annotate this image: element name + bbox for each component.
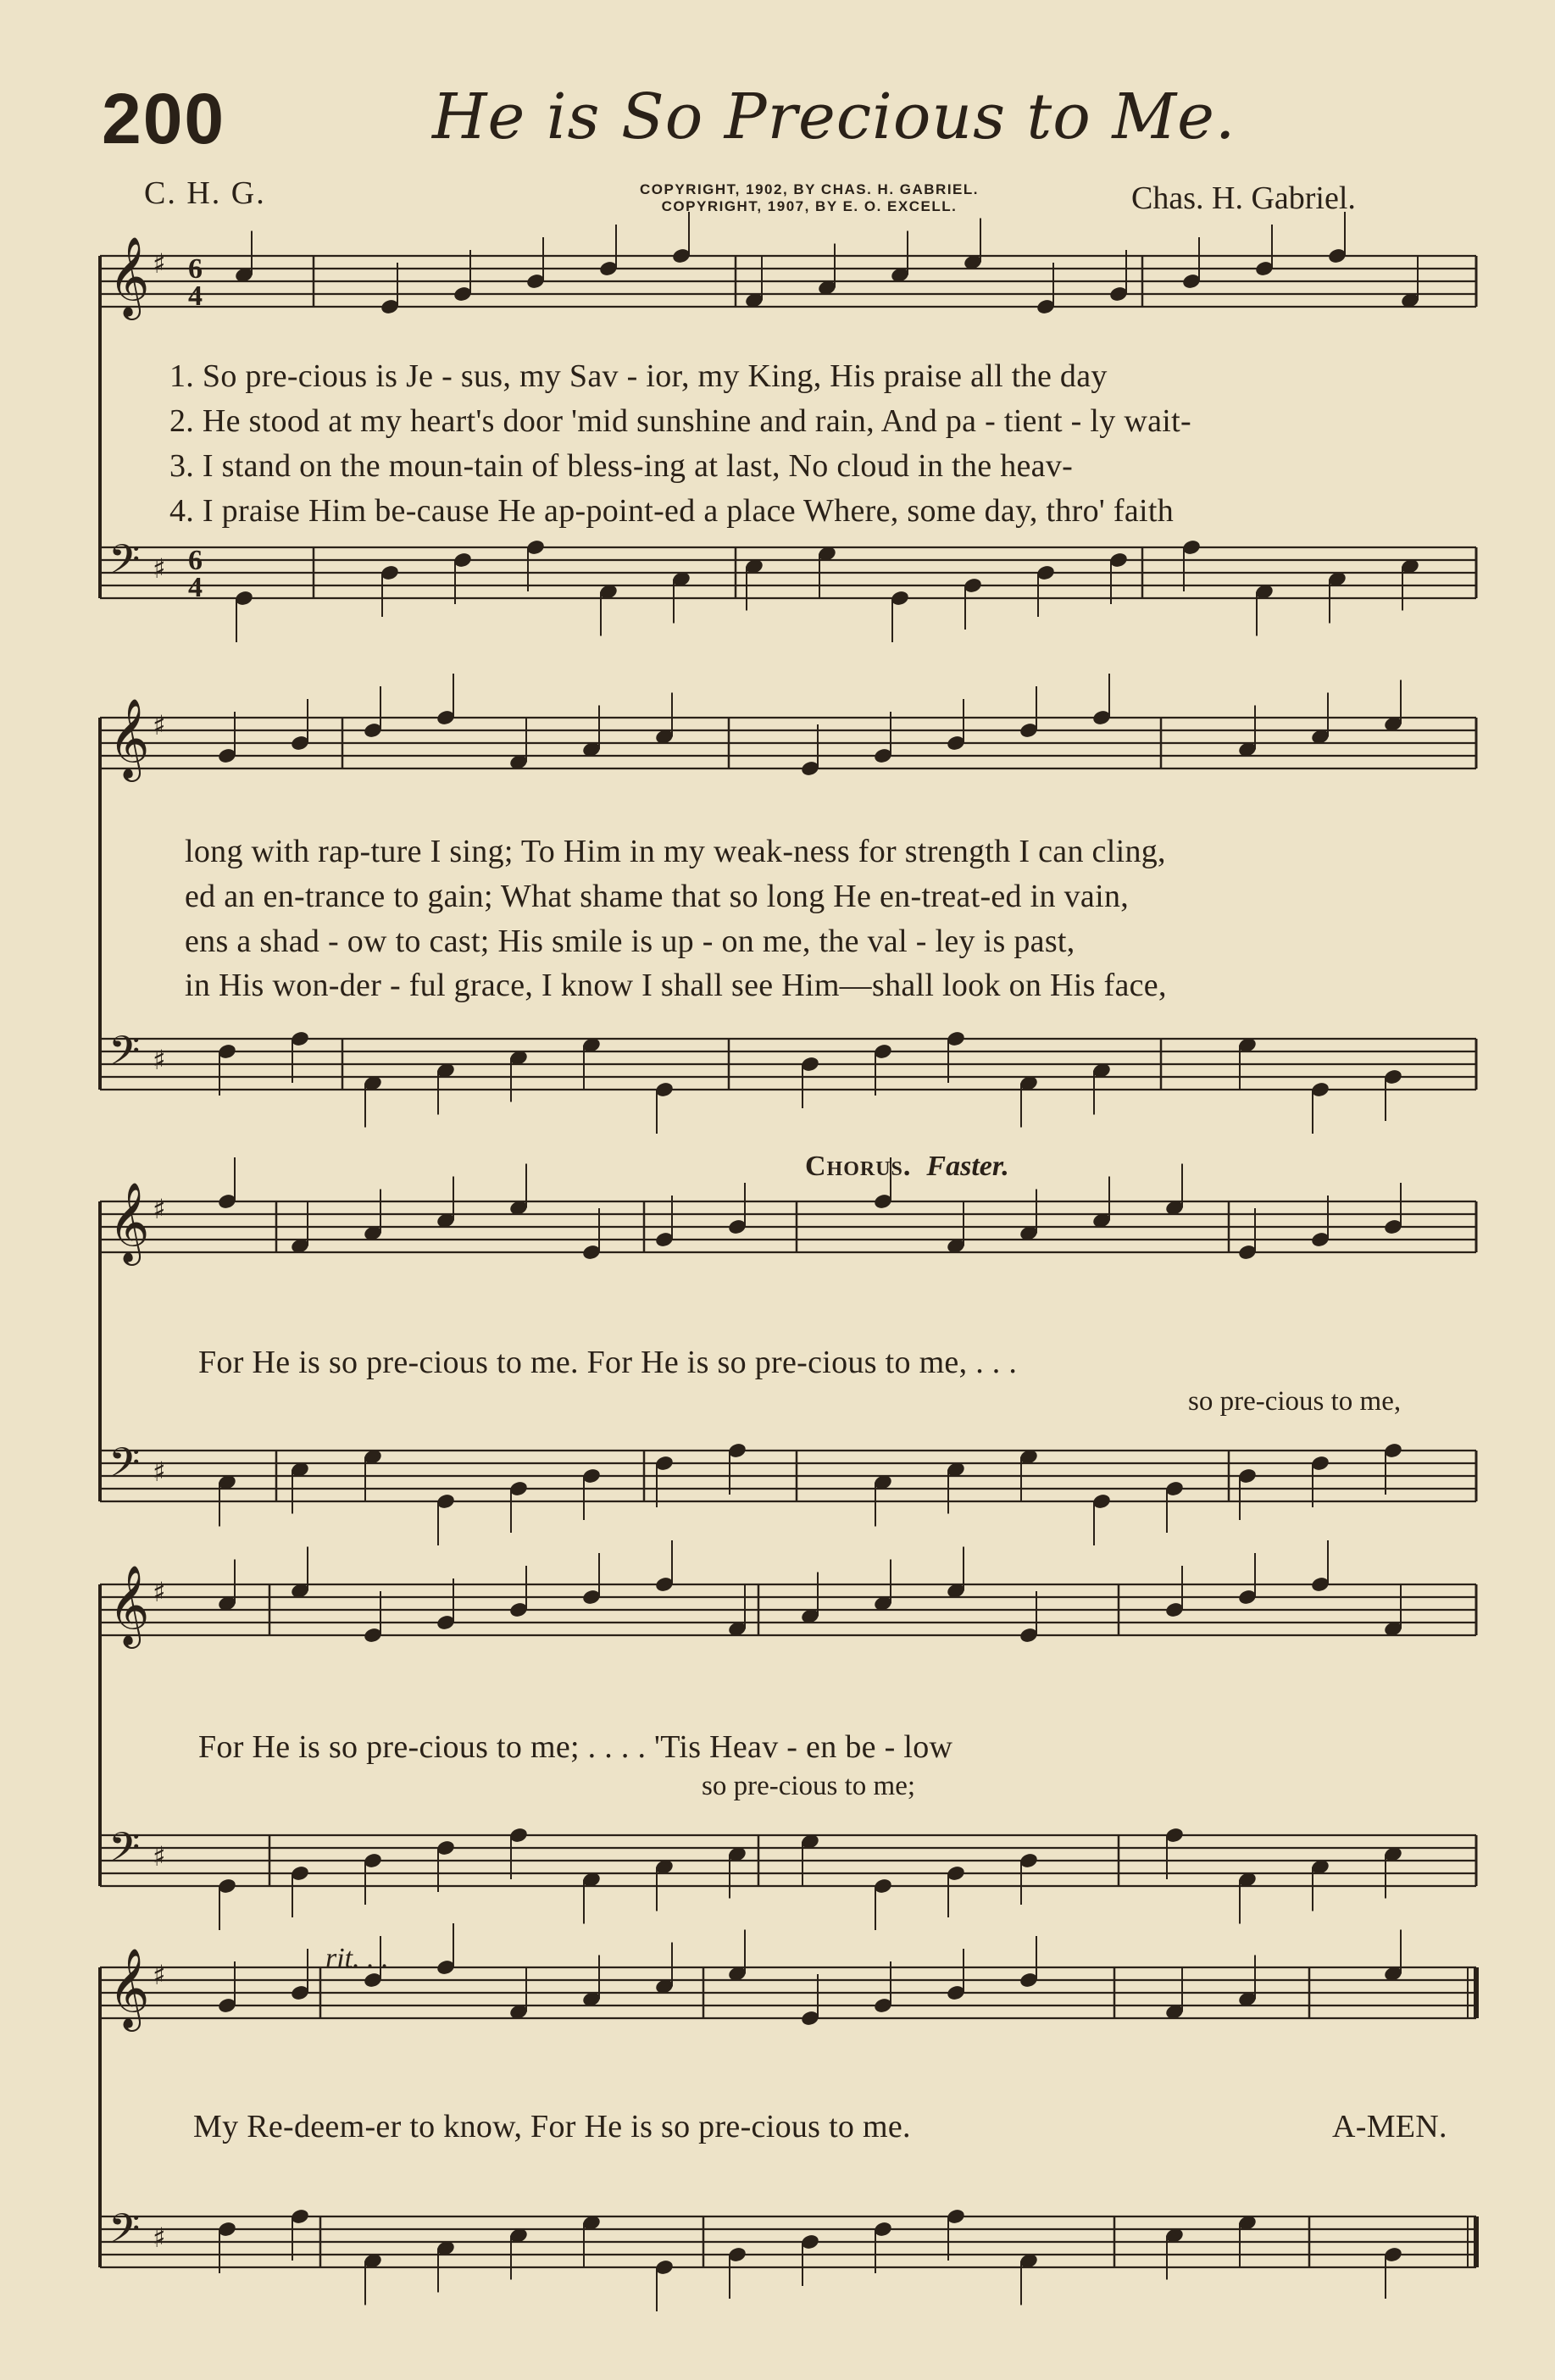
time-signature-treble: 4 [188,280,203,312]
chorus-lyric: My Re-deem-er to know, For He is so pre-cious to me. [193,2109,911,2144]
verse-3-line: ens a shad - ow to cast; His smile is up - on me, the val - ley is past, [185,924,1075,959]
hymn-number: 200 [102,79,226,158]
alto-echo-lyric: so pre-cious to me, [1188,1386,1402,1417]
copyright-line: COPYRIGHT, 1902, BY CHAS. H. GABRIEL. [640,181,979,197]
sharp-icon: ♯ [153,709,166,741]
sharp-icon: ♯ [153,1044,166,1076]
treble-clef-icon: 𝄞 [108,1948,150,2028]
bass-clef-icon: 𝄢 [108,2205,141,2262]
bass-clef-icon: 𝄢 [108,535,141,593]
words-attribution: C. H. G. [144,175,266,211]
copyright-line: COPYRIGHT, 1907, BY E. O. EXCELL. [661,198,958,214]
chorus-lyric: For He is so pre-cious to me; . . . . 'Tis Heav - en be - low [198,1729,953,1765]
sharp-icon: ♯ [153,247,166,280]
chorus-lyric: For He is so pre-cious to me. For He is so pre-cious to me, . . . [198,1345,1018,1380]
verse-3-line: 3. I stand on the moun-tain of bless-ing at last, No cloud in the heav- [169,448,1074,484]
verse-1-line: 1. So pre-cious is Je - sus, my Sav - ior, my King, His praise all the day [169,358,1108,394]
chorus-label: Chorus. [805,1151,912,1182]
treble-clef-icon: 𝄞 [108,698,150,779]
sharp-icon: ♯ [153,1193,166,1225]
verse-2-line: 2. He stood at my heart's door 'mid sunshine and rain, And pa - tient - ly wait- [169,403,1191,439]
verse-2-line: ed an en-trance to gain; What shame that so long He en-treat-ed in vain, [185,879,1130,914]
verse-1-line: long with rap-ture I sing; To Him in my weak-ness for strength I can cling, [185,834,1166,869]
sharp-icon: ♯ [153,2222,166,2254]
alto-echo-lyric: so pre-cious to me; [702,1771,916,1801]
bass-clef-icon: 𝄢 [108,1027,141,1085]
sharp-icon: ♯ [153,1959,166,1991]
treble-clef-icon: 𝄞 [108,1565,150,1645]
chorus-marking [805,1151,1009,1183]
time-signature-bass: 4 [188,572,203,603]
sharp-icon: ♯ [153,552,166,585]
ritardando-marking: rit. . . [325,1943,389,1974]
sharp-icon: ♯ [153,1456,166,1488]
verse-4-line: 4. I praise Him be-cause He ap-point-ed a place Where, some day, thro' faith [169,493,1175,529]
tempo-marking: Faster. [926,1151,1009,1182]
sharp-icon: ♯ [153,1576,166,1608]
amen-lyric: A-MEN. [1332,2109,1447,2144]
sharp-icon: ♯ [153,1840,166,1872]
time-signature-treble: 6 [188,253,203,285]
bass-clef-icon: 𝄢 [108,1823,141,1881]
time-signature-bass: 6 [188,545,203,576]
treble-clef-icon: 𝄞 [108,1182,150,1262]
treble-clef-icon: 𝄞 [108,236,150,317]
bass-clef-icon: 𝄢 [108,1439,141,1496]
hymn-title: He is So Precious to Me. [432,80,1236,153]
verse-4-line: in His won-der - ful grace, I know I shall see Him—shall look on His face, [185,968,1167,1003]
music-attribution: Chas. H. Gabriel. [1131,180,1356,216]
